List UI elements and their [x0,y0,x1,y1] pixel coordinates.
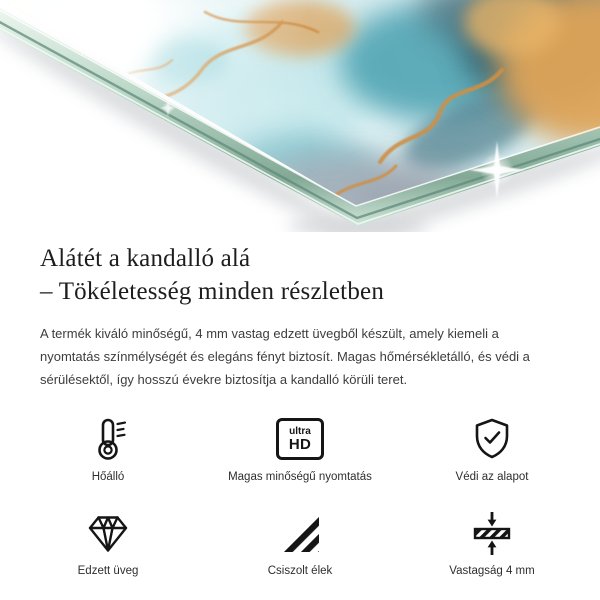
polished-edges-icon [276,507,324,559]
shield-check-icon [468,413,516,465]
feature-protects-base [396,413,588,499]
feature-print-quality [204,413,396,499]
feature-polished-edges [204,507,396,593]
feature-label: Hőálló [91,471,125,483]
thickness-arrows-icon [468,507,516,559]
glass-panel-illustration [0,0,600,232]
thermometer-icon [84,413,132,465]
ultra-hd-icon-text-bottom: HD [288,436,312,453]
feature-label: Magas minőségű nyomtatás [228,471,372,483]
feature-tempered-glass [12,507,204,593]
page-title [40,242,560,308]
title-line-2: – Tökéletesség minden részletben [40,278,385,305]
feature-heat-resistant [12,413,204,499]
features-grid [12,413,588,593]
product-image [0,0,600,232]
feature-label: Védi az alapot [455,471,529,483]
feature-thickness [396,507,588,593]
ultra-hd-icon [276,418,324,460]
diamond-icon [84,507,132,559]
product-description: A termék kiváló minőségű, 4 mm vastag edzett üvegből készült, amely kiemeli a nyomtatás színmélységét és elegáns fényt biztosít. Magas hőmérsékletálló, és védi a sérülésektől, így hosszú évekre biztosítja a kandalló körüli teret. [40,326,530,387]
ultra-hd-icon-text-top: ultra [289,426,311,437]
feature-label: Vastagság 4 mm [449,565,535,577]
feature-label: Edzett üveg [77,565,139,577]
title-line-1: Alátét a kandalló alá [40,245,251,272]
feature-label: Csiszolt élek [267,565,333,577]
